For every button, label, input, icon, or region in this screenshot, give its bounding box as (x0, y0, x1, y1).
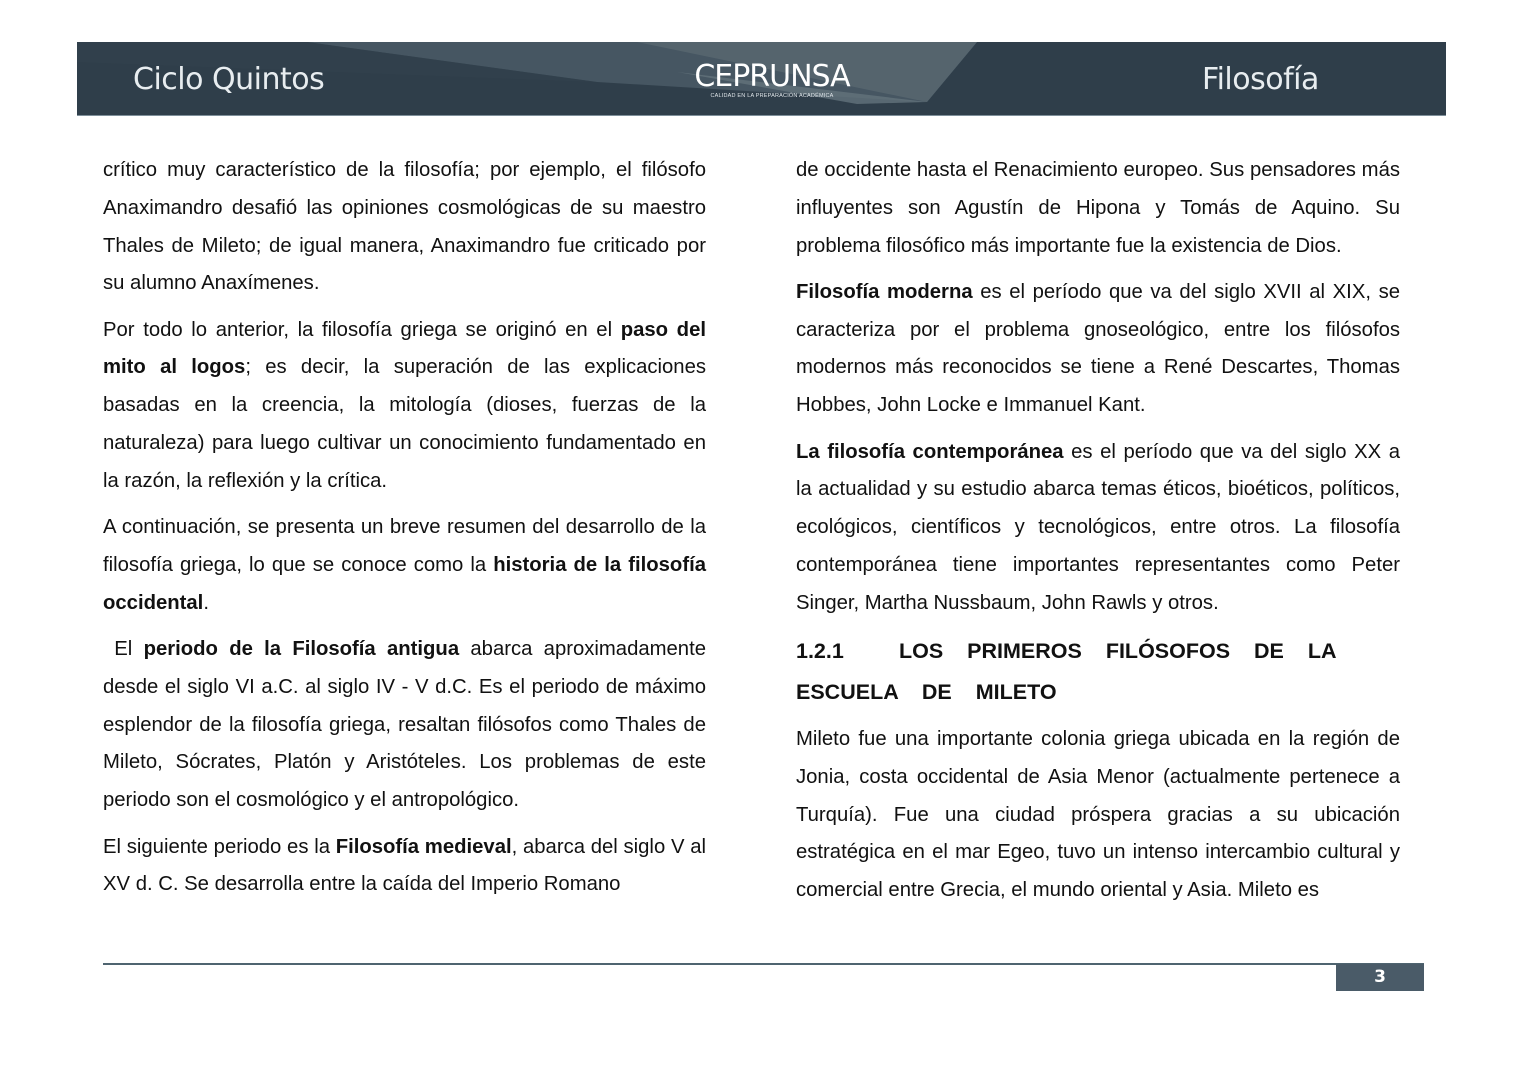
text: . (203, 591, 209, 614)
logo-tagline: CALIDAD EN LA PREPARACIÓN ACADÉMICA (710, 93, 834, 99)
subject-title: Filosofía (1202, 62, 1319, 97)
footer-divider (103, 963, 1424, 965)
paragraph (796, 274, 1400, 425)
text: El (103, 638, 144, 661)
ceprunsa-logo (687, 59, 857, 99)
bold-term: periodo de la Filosofía antigua (143, 638, 460, 661)
right-column (796, 152, 1400, 919)
section-number: 1.2.1 (796, 639, 844, 664)
paragraph (103, 631, 706, 820)
left-column (103, 152, 706, 913)
text: A continuación, se presenta un breve resumen del desarrollo de la filosofía griega, lo que se conoce como la (103, 516, 706, 576)
bold-term: paso del mito al logos (103, 318, 706, 379)
section-title: LOS PRIMEROS FILÓSOFOS DE LA ESCUELA DE MILETO (796, 639, 1336, 705)
logo-text: CEPRUNSA (694, 59, 850, 94)
bold-term: La filosofía contemporánea (796, 440, 1064, 463)
paragraph: de occidente hasta el Renacimiento europeo. Sus pensadores más influyentes son Agustín de Hipona y Tomás de Aquino. Su problema filosófico más importante fue la existencia de Dios. (796, 159, 1400, 257)
text: Por todo lo anterior, la filosofía griega se originó en el (103, 318, 621, 341)
text: abarca aproximadamente desde el siglo VI a.C. al siglo IV - V d.C. Es el periodo de máximo esplendor de la filosofía griega, resaltan filósofos como Thales de Mileto, Sócrates, Platón y Aristóteles. Los problemas de este periodo son el cosmológico y el antropológico. (103, 638, 706, 812)
bold-term: Filosofía moderna (796, 280, 973, 303)
text: es el período que va del siglo XVII al XIX, se caracteriza por el problema gnoseológico, entre los filósofos modernos más reconocidos se tiene a René Descartes, Thomas Hobbes, John Locke e Immanuel Kant. (796, 280, 1400, 417)
text: ; es decir, la superación de las explicaciones basadas en la creencia, la mitología (dioses, fuerzas de la naturaleza) para luego cultivar un conocimiento fundamentado en la razón, la reflexión y la crítica. (103, 356, 706, 492)
paragraph (103, 509, 706, 622)
text: es el período que va del siglo XX a la actualidad y su estudio abarca temas éticos, bioéticos, políticos, ecológicos, científicos y tecnológicos, entre otros. La filosofía contemporánea tiene importantes representantes como Peter Singer, Martha Nussbaum, John Rawls y otros. (796, 440, 1400, 614)
section-heading (796, 631, 1400, 713)
bold-term: Filosofía medieval (335, 835, 512, 858)
paragraph: crítico muy característico de la filosofía; por ejemplo, el filósofo Anaximandro desafió las opiniones cosmológicas de su maestro Thales de Mileto; de igual manera, Anaximandro fue criticado por su alumno Anaxímenes. (103, 159, 706, 295)
page-header (77, 42, 1446, 116)
text: El siguiente periodo es la (103, 835, 336, 858)
course-cycle-title: Ciclo Quintos (133, 62, 325, 97)
paragraph (103, 312, 706, 501)
paragraph (796, 434, 1400, 623)
page-number: 3 (1336, 964, 1424, 991)
text: , abarca del siglo V al XV d. C. Se desarrolla entre la caída del Imperio Romano (103, 835, 706, 896)
paragraph (103, 829, 706, 905)
bold-term: historia de la filosofía occidental (103, 553, 706, 614)
paragraph: Mileto fue una importante colonia griega ubicada en la región de Jonia, costa occidental de Asia Menor (actualmente pertenece a Turquía). Fue una ciudad próspera gracias a su ubicación estratégica en el mar Egeo, tuvo un intenso intercambio cultural y comercial entre Grecia, el mundo oriental y Asia. Mileto es (796, 728, 1400, 902)
